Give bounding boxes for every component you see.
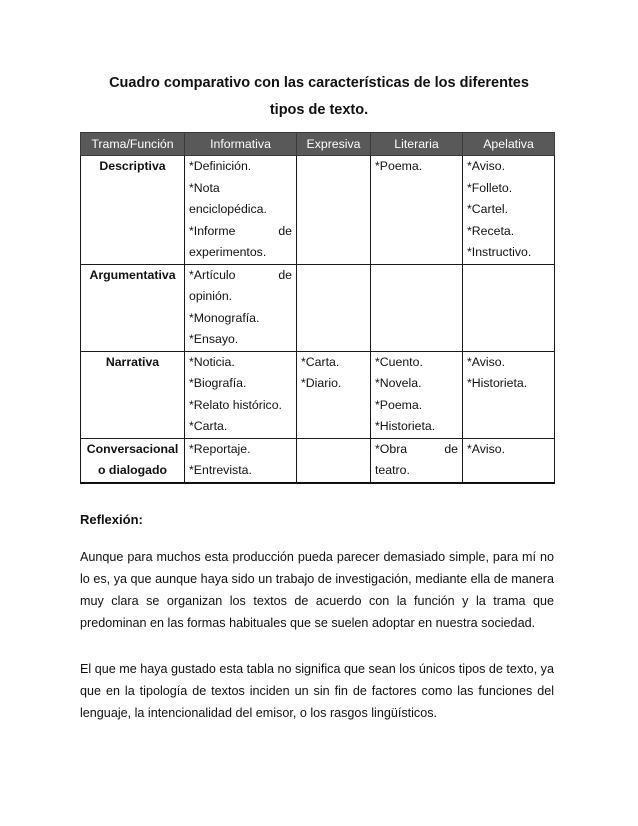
cell-item: *Diario. <box>301 376 342 390</box>
title-line-2: tipos de texto. <box>269 102 369 118</box>
cell-item: *Biografía. <box>189 376 247 390</box>
table-header-cell: Informativa <box>185 133 297 156</box>
table-row <box>81 264 555 351</box>
row-header-cell <box>81 438 185 483</box>
cell-item: *Ensayo. <box>189 332 239 346</box>
document-title <box>80 70 558 124</box>
cell-item: *Artículo de <box>189 267 292 282</box>
reflection-paragraph-2: El que me haya gustado esta tabla no significa que sean los únicos tipos de texto, ya que en la tipología de textos inciden un sin fin de factores como las funciones del lenguaje, la intencionalidad del emisor, o los rasgos lingüísticos. <box>80 662 554 720</box>
cell-item: *Novela. <box>375 376 422 390</box>
table-header-cell: Literaria <box>371 133 463 156</box>
title-line-1: Cuadro comparativo con las características de los diferentes <box>109 75 529 91</box>
table-cell-literaria <box>371 438 463 483</box>
cell-item: experimentos. <box>189 245 267 259</box>
table-cell-apelativa <box>463 264 555 351</box>
cell-item: *Historieta. <box>375 419 436 433</box>
row-header-text: Descriptiva <box>99 159 166 173</box>
cell-item: *Aviso. <box>467 159 506 173</box>
cell-item: *Noticia. <box>189 354 235 369</box>
cell-item: *Nota <box>189 180 220 195</box>
table-row <box>81 156 555 265</box>
cell-item: *Historieta. <box>467 376 528 390</box>
comparison-table <box>80 132 555 484</box>
cell-item: *Entrevista. <box>189 463 252 477</box>
row-header-text: Argumentativa <box>89 267 176 282</box>
cell-item: *Reportaje. <box>189 441 251 456</box>
cell-item: opinión. <box>189 289 233 303</box>
table-cell-informativa <box>185 438 297 483</box>
table-cell-informativa <box>185 264 297 351</box>
table-cell-expresiva <box>297 351 371 438</box>
reflection-title: Reflexión: <box>80 512 143 527</box>
row-header-cell <box>81 351 185 438</box>
cell-item: *Cuento. <box>375 354 423 369</box>
table-row <box>81 438 555 483</box>
cell-item: *Obra de <box>375 441 458 456</box>
cell-item: *Poema. <box>375 397 423 412</box>
cell-item: *Receta. <box>467 223 515 238</box>
table-cell-literaria <box>371 351 463 438</box>
cell-item: *Poema. <box>375 159 423 173</box>
table-cell-apelativa <box>463 351 555 438</box>
row-header-text: Narrativa <box>105 354 160 369</box>
table-cell-literaria <box>371 156 463 265</box>
table-cell-expresiva <box>297 156 371 265</box>
table-header-cell: Expresiva <box>297 133 371 156</box>
reflection-paragraph-1: Aunque para muchos esta producción pueda parecer demasiado simple, para mí no lo es, ya que aunque haya sido un trabajo de investigación, mediante ella de manera muy clara se organizan los textos de acuerdo con la función y la trama que predominan en las formas habituales que se suelen adoptar en nuestra sociedad. <box>80 550 554 630</box>
cell-item: teatro. <box>375 463 410 477</box>
cell-item: *Cartel. <box>467 202 509 216</box>
table-body <box>81 156 555 483</box>
cell-item: *Carta. <box>189 419 228 433</box>
table-header-cell: Trama/Función <box>81 133 185 156</box>
cell-item: enciclopédica. <box>189 202 267 216</box>
cell-item: *Instructivo. <box>467 245 532 259</box>
cell-item: *Folleto. <box>467 180 513 195</box>
table-row <box>81 351 555 438</box>
table-cell-literaria <box>371 264 463 351</box>
table-cell-apelativa <box>463 156 555 265</box>
table-cell-expresiva <box>297 438 371 483</box>
cell-item: *Aviso. <box>467 354 506 369</box>
table-header-cell: Apelativa <box>463 133 555 156</box>
row-header-text: o dialogado <box>98 463 167 477</box>
cell-item: *Carta. <box>301 354 340 369</box>
cell-item: *Informe de <box>189 223 292 238</box>
row-header-text: Conversacional <box>86 441 179 456</box>
cell-item: *Definición. <box>189 159 252 173</box>
table-header-row <box>81 133 555 156</box>
row-header-cell <box>81 264 185 351</box>
table-cell-informativa <box>185 156 297 265</box>
table-cell-informativa <box>185 351 297 438</box>
table-cell-expresiva <box>297 264 371 351</box>
cell-item: *Aviso. <box>467 441 506 456</box>
cell-item: *Relato histórico. <box>189 397 282 412</box>
table-cell-apelativa <box>463 438 555 483</box>
cell-item: *Monografía. <box>189 310 260 325</box>
row-header-cell <box>81 156 185 265</box>
